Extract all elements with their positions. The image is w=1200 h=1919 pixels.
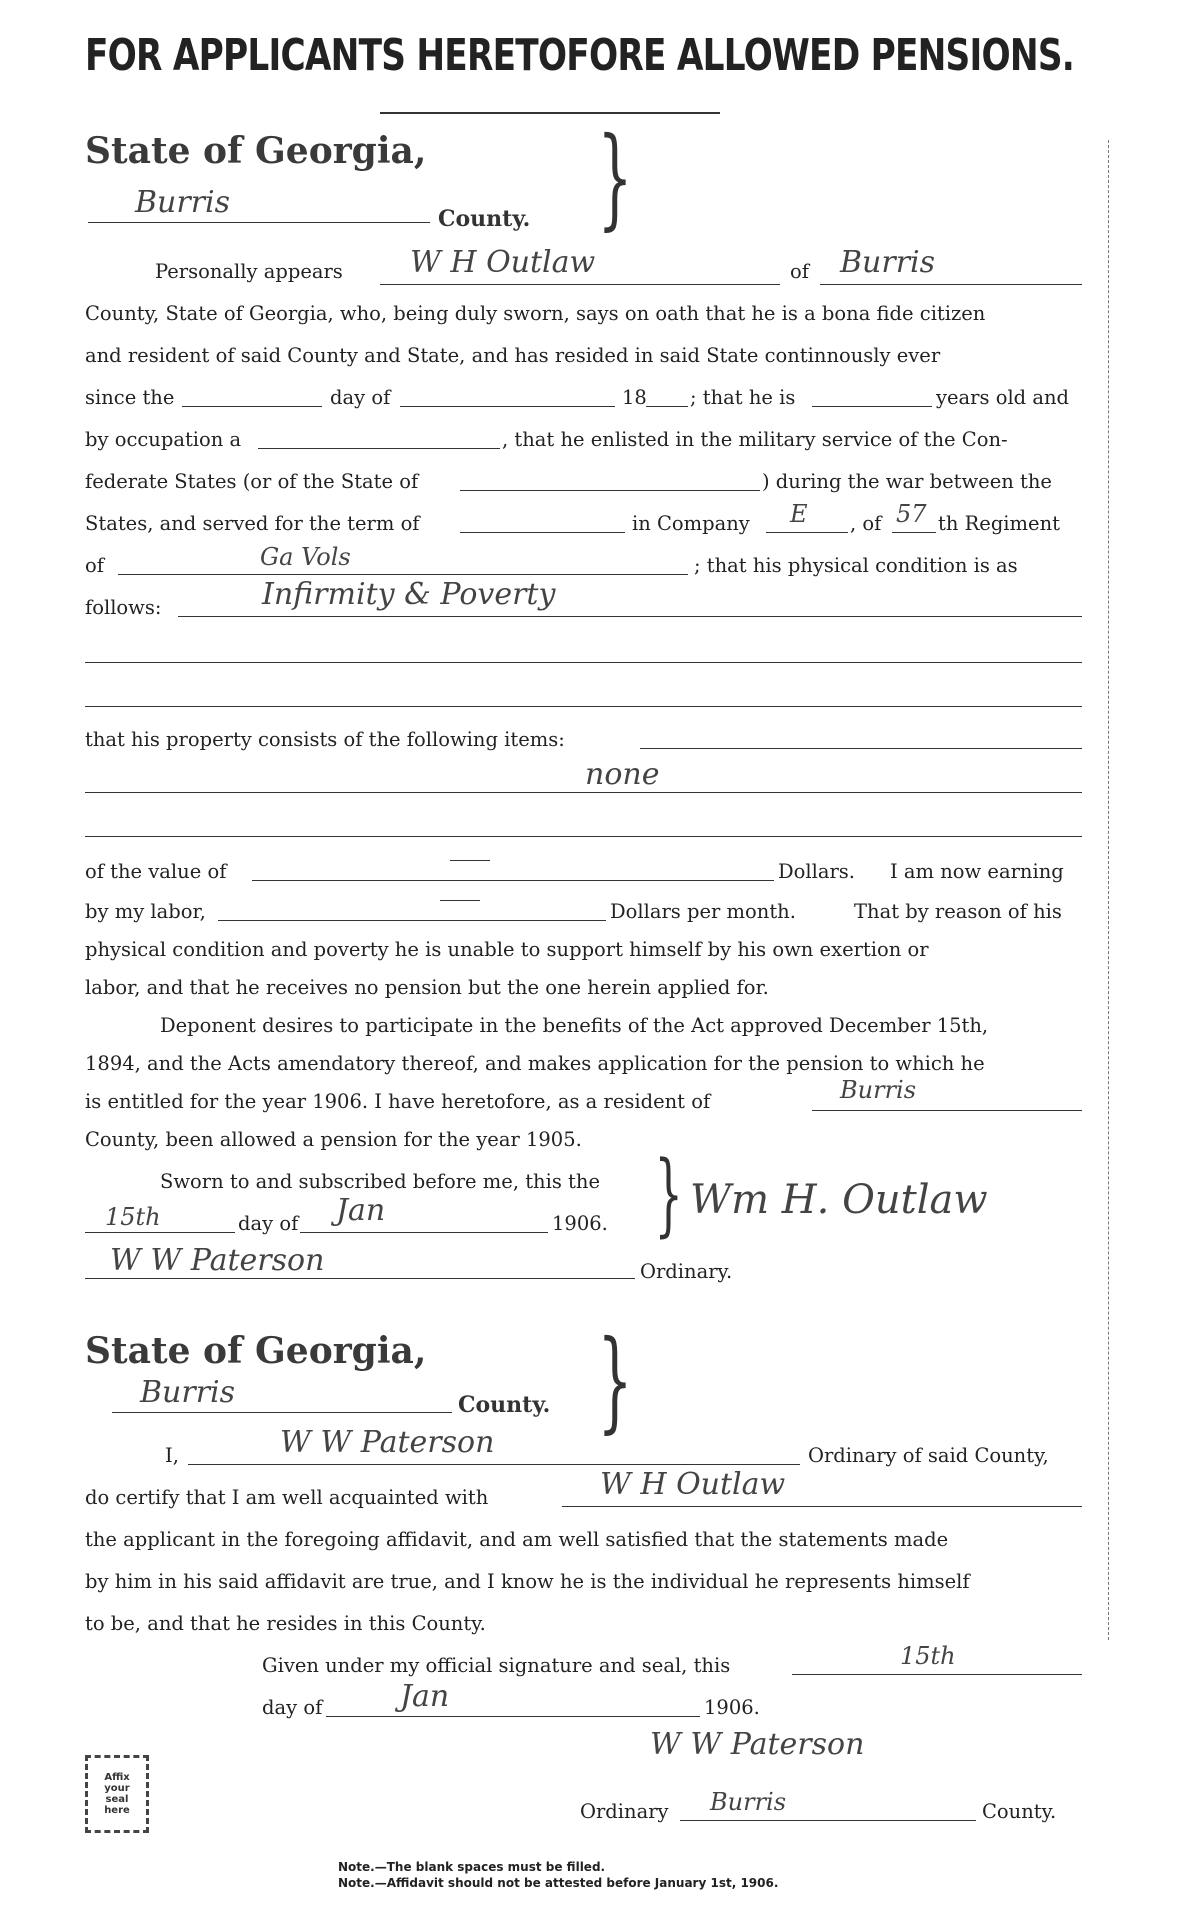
property-blank-1: [640, 748, 1082, 749]
sworn-brace: }: [654, 1142, 683, 1247]
resident-county-blank: [812, 1110, 1082, 1111]
certificate-state-label: State of Georgia,: [85, 1330, 427, 1372]
year-blank: [646, 406, 688, 407]
term-label: States, and served for the term of: [85, 512, 420, 535]
regiment-handwriting: 57: [896, 500, 927, 528]
certificate-county-label: County.: [458, 1392, 551, 1418]
ordinary-label: Ordinary.: [640, 1260, 733, 1283]
sworn-month-blank: [300, 1232, 548, 1233]
acquainted-blank: [562, 1506, 1082, 1507]
body-line-2: and resident of said County and State, and has resided in said State continnously ever: [85, 344, 941, 367]
sworn-year: 1906.: [552, 1212, 608, 1235]
state-blank: [460, 490, 760, 491]
condition-blank-1: [178, 616, 1082, 617]
given-label: Given under my official signature and seal, this: [262, 1654, 731, 1677]
certificate-county-blank: [112, 1412, 452, 1413]
state-label: State of Georgia,: [85, 130, 427, 172]
property-label: that his property consists of the following items:: [85, 728, 565, 751]
certificate-county-handwriting: Burris: [140, 1375, 236, 1410]
certificate-line-1: Ordinary of said County,: [808, 1444, 1049, 1467]
given-day-blank: [792, 1674, 1082, 1675]
condition-blank-2: [85, 662, 1082, 663]
body-line-1: County, State of Georgia, who, being duly sworn, says on oath that he is a bona fide citizen: [85, 302, 986, 325]
certificate-day-of-label: day of: [262, 1696, 323, 1719]
labor-label: by my labor,: [85, 900, 206, 923]
sworn-day-of-label: day of: [238, 1212, 299, 1235]
ordinary-signature-1: W W Paterson: [110, 1243, 325, 1278]
occupation-label: by occupation a: [85, 428, 242, 451]
certificate-month-handwriting: Jan: [400, 1679, 450, 1714]
regiment-blank: [892, 532, 936, 533]
i-label: I,: [165, 1444, 179, 1467]
footnote-2: Note.—Affidavit should not be attested before January 1st, 1906.: [338, 1876, 779, 1890]
condition-handwriting: Infirmity & Poverty: [262, 577, 556, 612]
sworn-day-blank: [85, 1232, 235, 1233]
company-label: in Company: [632, 512, 750, 535]
property-handwriting: none: [585, 757, 660, 792]
county-handwriting: Burris: [135, 185, 231, 220]
deponent-line-1: Deponent desires to participate in the benefits of the Act approved December 15th,: [160, 1014, 989, 1037]
ordinary-name-handwriting: W W Paterson: [280, 1425, 495, 1460]
acquainted-handwriting: W H Outlaw: [600, 1467, 786, 1502]
certificate-month-blank: [326, 1716, 700, 1717]
age-label: ; that he is: [690, 386, 796, 409]
value-dash-mark: [450, 860, 490, 861]
value-blank: [252, 880, 774, 881]
appears-label: Personally appears: [155, 260, 343, 283]
of-regiment-label: , of: [850, 512, 882, 535]
state-of-label: federate States (or of the State of: [85, 470, 419, 493]
residence-blank: [820, 284, 1082, 285]
term-blank: [460, 532, 625, 533]
county-blank: [88, 222, 430, 223]
certificate-brace: }: [597, 1316, 633, 1444]
sworn-month-handwriting: Jan: [336, 1193, 386, 1228]
sworn-label: Sworn to and subscribed before me, this the: [160, 1170, 600, 1193]
war-line: ) during the war between the: [762, 470, 1052, 493]
applicant-blank: [380, 284, 780, 285]
certificate-line-5: to be, and that he resides in this County.: [85, 1612, 486, 1635]
deponent-line-3: is entitled for the year 1906. I have heretofore, as a resident of: [85, 1090, 711, 1113]
since-label: since the: [85, 386, 175, 409]
given-day-handwriting: 15th: [900, 1642, 956, 1670]
labor-dash-mark: [440, 900, 480, 901]
no-pension-line: labor, and that he receives no pension but the one herein applied for.: [85, 976, 769, 999]
dollars-label: Dollars.: [778, 860, 856, 883]
month-blank: [400, 406, 615, 407]
occupation-blank: [258, 448, 500, 449]
unit-handwriting: Ga Vols: [260, 543, 351, 571]
since-blank: [182, 406, 322, 407]
age-blank: [812, 406, 932, 407]
ordinary-name-blank: [188, 1464, 800, 1465]
value-label: of the value of: [85, 860, 227, 883]
enlisted-line: , that he enlisted in the military service of the Con-: [502, 428, 1008, 451]
follows-label: follows:: [85, 596, 162, 619]
condition-blank-3: [85, 706, 1082, 707]
heading-rule: [380, 112, 720, 114]
applicant-name-handwriting: W H Outlaw: [410, 245, 596, 280]
county-label: County.: [438, 206, 531, 232]
certificate-line-2: do certify that I am well acquainted with: [85, 1486, 489, 1509]
unit-blank: [118, 574, 688, 575]
regiment-label: th Regiment: [938, 512, 1060, 535]
company-handwriting: E: [790, 500, 808, 528]
certificate-ordinary-county-handwriting: Burris: [710, 1788, 787, 1816]
applicant-signature: Wm H. Outlaw: [690, 1177, 988, 1223]
certificate-county-end-label: County.: [982, 1800, 1057, 1823]
labor-blank: [218, 920, 606, 921]
residence-handwriting: Burris: [840, 245, 936, 280]
brace: }: [597, 113, 633, 241]
certificate-ordinary-county-blank: [680, 1820, 976, 1821]
years-old-label: years old and: [936, 386, 1070, 409]
document-heading: FOR APPLICANTS HERETOFORE ALLOWED PENSIONS.: [85, 30, 1075, 81]
of-label: of: [790, 260, 809, 283]
certificate-line-3: the applicant in the foregoing affidavit, and am well satisfied that the statements made: [85, 1528, 949, 1551]
per-month-label: Dollars per month.: [610, 900, 796, 923]
deponent-line-4: County, been allowed a pension for the year 1905.: [85, 1128, 582, 1151]
certificate-year: 1906.: [704, 1696, 760, 1719]
sworn-day-handwriting: 15th: [105, 1203, 161, 1231]
condition-line: ; that his physical condition is as: [694, 554, 1018, 577]
of-unit-label: of: [85, 554, 104, 577]
certificate-ordinary-label: Ordinary: [580, 1800, 669, 1823]
certificate-line-4: by him in his said affidavit are true, and I know he is the individual he represents himself: [85, 1570, 970, 1593]
page-edge-line: [1108, 140, 1109, 1640]
ordinary-sig-blank: [85, 1278, 635, 1279]
reason-label: That by reason of his: [854, 900, 1062, 923]
footnote-1: Note.—The blank spaces must be filled.: [338, 1860, 606, 1874]
property-blank-3: [85, 836, 1082, 837]
seal-placeholder: Affix your seal here: [85, 1755, 149, 1833]
certificate-ordinary-signature: W W Paterson: [650, 1727, 865, 1762]
company-blank: [766, 532, 848, 533]
resident-county-handwriting: Burris: [840, 1076, 917, 1104]
century-label: 18: [622, 386, 647, 409]
property-blank-2: [85, 792, 1082, 793]
deponent-line-2: 1894, and the Acts amendatory thereof, and makes application for the pension to which he: [85, 1052, 985, 1075]
poverty-line: physical condition and poverty he is unable to support himself by his own exertion or: [85, 938, 929, 961]
day-of-label: day of: [330, 386, 391, 409]
earning-label: I am now earning: [890, 860, 1064, 883]
